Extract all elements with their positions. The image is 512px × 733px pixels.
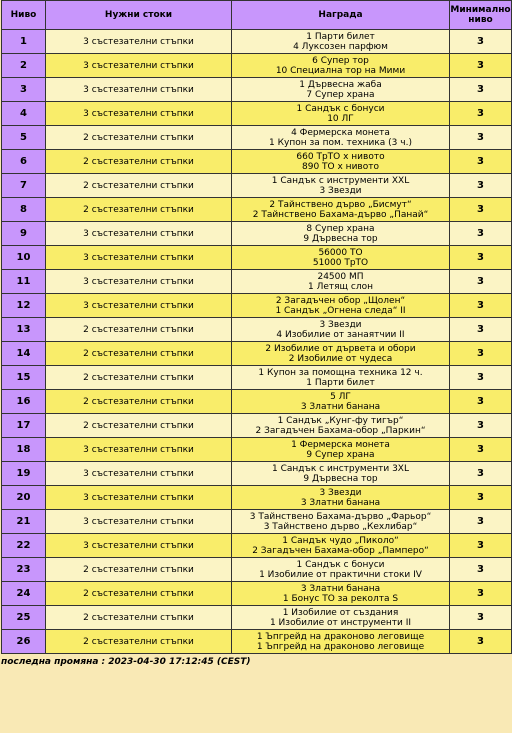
min-level-cell: 3: [450, 486, 512, 510]
table-row: [2, 534, 512, 558]
reward-cell: [232, 462, 450, 486]
reward-line: 2 Тайнствено Бахама-дърво „Панай“: [252, 209, 429, 220]
min-level-cell: 3: [450, 30, 512, 54]
table-row: [2, 246, 512, 270]
level-cell: 16: [2, 390, 46, 414]
goods-cell: 2 състезателни стъпки: [46, 414, 232, 438]
table-row: [2, 150, 512, 174]
reward-line: 9 Дървесна тор: [303, 233, 378, 244]
table-body: [2, 30, 512, 654]
reward-cell: [232, 246, 450, 270]
reward-line: 3 Звезди: [319, 487, 362, 498]
reward-line: 51000 ТрТО: [312, 257, 369, 268]
min-level-cell: 3: [450, 366, 512, 390]
goods-cell: 3 състезателни стъпки: [46, 246, 232, 270]
min-level-cell: 3: [450, 126, 512, 150]
header-level: Ниво: [2, 1, 46, 30]
header-min-level: Минимално ниво: [450, 1, 512, 30]
reward-line: 7 Супер храна: [306, 89, 375, 100]
reward-cell: [232, 270, 450, 294]
reward-cell: [232, 414, 450, 438]
reward-line: 4 Изобилие от занаятчии II: [276, 329, 405, 340]
reward-cell: [232, 102, 450, 126]
header-reward: Награда: [232, 1, 450, 30]
reward-cell: [232, 534, 450, 558]
min-level-cell: 3: [450, 150, 512, 174]
reward-line: 3 Тайнствено Бахама-дърво „Фарьор“: [249, 511, 432, 522]
level-cell: 4: [2, 102, 46, 126]
last-modified: последна промяна : 2023-04-30 17:12:45 (CEST): [1, 657, 251, 667]
goods-cell: 2 състезателни стъпки: [46, 318, 232, 342]
reward-line: 660 ТрТО x нивото: [296, 151, 385, 162]
table-row: [2, 54, 512, 78]
table-row: [2, 606, 512, 630]
min-level-cell: 3: [450, 342, 512, 366]
reward-line: 9 Супер храна: [306, 449, 375, 460]
reward-line: 1 Фермерска монета: [291, 439, 390, 450]
level-cell: 13: [2, 318, 46, 342]
level-cell: 12: [2, 294, 46, 318]
level-cell: 6: [2, 150, 46, 174]
reward-line: 2 Загадъчен Бахама-обор „Памперо“: [252, 545, 429, 556]
reward-line: 4 Фермерска монета: [291, 127, 390, 138]
level-cell: 15: [2, 366, 46, 390]
reward-line: 9 Дървесна тор: [303, 473, 378, 484]
table-row: [2, 78, 512, 102]
min-level-cell: 3: [450, 222, 512, 246]
level-cell: 9: [2, 222, 46, 246]
goods-cell: 2 състезателни стъпки: [46, 174, 232, 198]
min-level-cell: 3: [450, 606, 512, 630]
reward-line: 1 Изобилие от практични стоки IV: [259, 569, 422, 580]
min-level-cell: 3: [450, 438, 512, 462]
reward-line: 8 Супер храна: [306, 223, 375, 234]
reward-line: 2 Изобилие от дървета и обори: [265, 343, 416, 354]
rewards-table: [1, 0, 512, 654]
goods-cell: 3 състезателни стъпки: [46, 438, 232, 462]
reward-line: 1 Сандък с бонуси: [296, 103, 385, 114]
goods-cell: 2 състезателни стъпки: [46, 150, 232, 174]
level-cell: 14: [2, 342, 46, 366]
level-cell: 1: [2, 30, 46, 54]
goods-cell: 3 състезателни стъпки: [46, 222, 232, 246]
reward-line: 3 Тайнствено дърво „Кехлибар“: [263, 521, 418, 532]
table-row: [2, 30, 512, 54]
table-row: [2, 222, 512, 246]
min-level-cell: 3: [450, 414, 512, 438]
goods-cell: 3 състезателни стъпки: [46, 462, 232, 486]
table-row: [2, 486, 512, 510]
header-goods: Нужни стоки: [46, 1, 232, 30]
reward-line: 890 ТО x нивото: [302, 161, 379, 172]
level-cell: 23: [2, 558, 46, 582]
reward-cell: [232, 582, 450, 606]
reward-cell: [232, 486, 450, 510]
reward-cell: [232, 558, 450, 582]
min-level-cell: 3: [450, 102, 512, 126]
reward-line: 10 ЛГ: [327, 113, 354, 124]
reward-line: 10 Специална тор на Мими: [275, 65, 406, 76]
min-level-cell: 3: [450, 198, 512, 222]
level-cell: 19: [2, 462, 46, 486]
reward-line: 4 Луксозен парфюм: [293, 41, 388, 52]
level-cell: 26: [2, 630, 46, 654]
table-row: [2, 342, 512, 366]
reward-line: 3 Златни банана: [300, 497, 381, 508]
goods-cell: 3 състезателни стъпки: [46, 486, 232, 510]
goods-cell: 2 състезателни стъпки: [46, 630, 232, 654]
table-row: [2, 582, 512, 606]
level-cell: 24: [2, 582, 46, 606]
reward-line: 1 Купон за помощна техника 12 ч.: [258, 367, 423, 378]
reward-line: 6 Супер тор: [312, 55, 369, 66]
reward-line: 2 Тайнствено дърво „Бисмут“: [269, 199, 412, 210]
reward-cell: [232, 294, 450, 318]
min-level-cell: 3: [450, 174, 512, 198]
table-row: [2, 438, 512, 462]
goods-cell: 2 състезателни стъпки: [46, 342, 232, 366]
level-cell: 5: [2, 126, 46, 150]
table-row: [2, 294, 512, 318]
min-level-cell: 3: [450, 462, 512, 486]
level-cell: 10: [2, 246, 46, 270]
goods-cell: 2 състезателни стъпки: [46, 198, 232, 222]
level-cell: 25: [2, 606, 46, 630]
reward-line: 1 Парти билет: [306, 31, 375, 42]
goods-cell: 3 състезателни стъпки: [46, 534, 232, 558]
table-row: [2, 102, 512, 126]
table-row: [2, 414, 512, 438]
reward-line: 3 Звезди: [319, 185, 362, 196]
reward-cell: [232, 30, 450, 54]
reward-line: 2 Изобилие от чудеса: [288, 353, 393, 364]
reward-cell: [232, 630, 450, 654]
goods-cell: 3 състезателни стъпки: [46, 54, 232, 78]
table-row: [2, 510, 512, 534]
reward-line: 2 Загадъчен Бахама-обор „Паркин“: [255, 425, 426, 436]
reward-line: 56000 ТО: [318, 247, 363, 258]
reward-cell: [232, 78, 450, 102]
min-level-cell: 3: [450, 78, 512, 102]
reward-line: 1 Дървесна жаба: [299, 79, 382, 90]
reward-line: 1 Изобилие от инструменти II: [269, 617, 412, 628]
table-row: [2, 366, 512, 390]
goods-cell: 2 състезателни стъпки: [46, 126, 232, 150]
goods-cell: 2 състезателни стъпки: [46, 390, 232, 414]
reward-line: 1 Изобилие от създания: [282, 607, 399, 618]
reward-line: 3 Златни банана: [300, 583, 381, 594]
table-row: [2, 318, 512, 342]
goods-cell: 2 състезателни стъпки: [46, 582, 232, 606]
reward-cell: [232, 150, 450, 174]
goods-cell: 3 състезателни стъпки: [46, 78, 232, 102]
min-level-cell: 3: [450, 510, 512, 534]
table-row: [2, 270, 512, 294]
table-row: [2, 390, 512, 414]
table-row: [2, 630, 512, 654]
level-cell: 2: [2, 54, 46, 78]
reward-cell: [232, 510, 450, 534]
reward-cell: [232, 318, 450, 342]
reward-cell: [232, 198, 450, 222]
min-level-cell: 3: [450, 630, 512, 654]
table-row: [2, 198, 512, 222]
reward-cell: [232, 438, 450, 462]
table-row: [2, 126, 512, 150]
level-cell: 22: [2, 534, 46, 558]
goods-cell: 2 състезателни стъпки: [46, 606, 232, 630]
reward-line: 1 Сандък с инструменти 3XL: [272, 463, 409, 474]
table-header: [2, 1, 512, 30]
level-cell: 20: [2, 486, 46, 510]
reward-line: 1 Парти билет: [306, 377, 375, 388]
level-cell: 8: [2, 198, 46, 222]
reward-cell: [232, 366, 450, 390]
level-cell: 3: [2, 78, 46, 102]
min-level-cell: 3: [450, 270, 512, 294]
reward-line: 1 Сандък „Кунг-фу тигър“: [277, 415, 404, 426]
goods-cell: 3 състезателни стъпки: [46, 270, 232, 294]
goods-cell: 2 състезателни стъпки: [46, 366, 232, 390]
reward-line: 1 Сандък с инструменти XXL: [271, 175, 410, 186]
reward-cell: [232, 54, 450, 78]
table-row: [2, 558, 512, 582]
reward-cell: [232, 126, 450, 150]
level-cell: 11: [2, 270, 46, 294]
reward-line: 1 Сандък „Огнена следа“ II: [275, 305, 406, 316]
goods-cell: 3 състезателни стъпки: [46, 102, 232, 126]
level-cell: 21: [2, 510, 46, 534]
reward-line: 2 Загадъчен обор „Щолен“: [275, 295, 406, 306]
reward-line: 3 Звезди: [319, 319, 362, 330]
reward-cell: [232, 174, 450, 198]
reward-line: 1 Ъпгрейд на драконово леговище: [256, 641, 425, 652]
goods-cell: 3 състезателни стъпки: [46, 510, 232, 534]
reward-line: 1 Купон за пом. техника (3 ч.): [269, 137, 412, 148]
goods-cell: 2 състезателни стъпки: [46, 558, 232, 582]
min-level-cell: 3: [450, 294, 512, 318]
level-cell: 17: [2, 414, 46, 438]
reward-line: 1 Летящ слон: [308, 281, 373, 292]
goods-cell: 3 състезателни стъпки: [46, 294, 232, 318]
min-level-cell: 3: [450, 582, 512, 606]
reward-cell: [232, 390, 450, 414]
reward-line: 1 Бонус ТО за реколта S: [282, 593, 399, 604]
min-level-cell: 3: [450, 558, 512, 582]
min-level-cell: 3: [450, 318, 512, 342]
level-cell: 7: [2, 174, 46, 198]
reward-line: 1 Сандък чудо „Пиколо“: [282, 535, 399, 546]
table-row: [2, 462, 512, 486]
reward-cell: [232, 606, 450, 630]
reward-line: 1 Ъпгрейд на драконово леговище: [256, 631, 425, 642]
min-level-cell: 3: [450, 390, 512, 414]
reward-line: 5 ЛГ: [330, 391, 351, 402]
min-level-cell: 3: [450, 534, 512, 558]
reward-cell: [232, 342, 450, 366]
goods-cell: 3 състезателни стъпки: [46, 30, 232, 54]
reward-cell: [232, 222, 450, 246]
reward-line: 3 Златни банана: [300, 401, 381, 412]
reward-line: 1 Сандък с бонуси: [296, 559, 385, 570]
min-level-cell: 3: [450, 54, 512, 78]
level-cell: 18: [2, 438, 46, 462]
table-row: [2, 174, 512, 198]
min-level-cell: 3: [450, 246, 512, 270]
reward-line: 24500 МП: [317, 271, 364, 282]
